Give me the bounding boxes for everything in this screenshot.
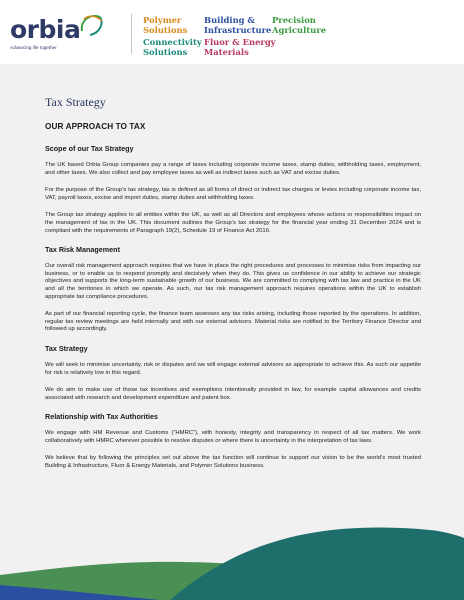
business-line: Materials xyxy=(204,46,249,57)
page-title: Tax Strategy xyxy=(45,95,106,109)
logo-wordmark: orbia xyxy=(10,15,81,44)
business-line: Infrastructure xyxy=(204,24,272,35)
document-text xyxy=(45,122,421,481)
decorative-wave xyxy=(0,490,464,600)
business-line: Building & xyxy=(204,15,255,25)
section-strategy xyxy=(45,344,421,402)
logo-tagline: Advancing life together xyxy=(10,45,57,50)
orbia-logo xyxy=(10,14,110,54)
section-risk xyxy=(45,245,421,334)
section-heading: Tax Strategy xyxy=(45,343,88,353)
business-building-infrastructure xyxy=(204,16,271,35)
business-line: Connectivity xyxy=(143,37,202,47)
main-heading: OUR APPROACH TO TAX xyxy=(45,122,146,131)
paragraph: As part of our financial reporting cycle, the finance team assesses any tax risks arising, including those reported by the operations. In addition, regular tax review meetings are held internally and with our external advisors. Material risks are notified to the Territory Finance Director and followed up accordingly. xyxy=(45,311,421,333)
business-line: Fluor & Energy xyxy=(204,37,276,47)
paragraph: We will seek to minimise uncertainty, risk or disputes and we will engage external advisors as appropriate to achieve this. As such our appetite for risk is relatively low in this regard. xyxy=(45,361,421,376)
business-line: Solutions xyxy=(143,46,188,57)
section-authorities xyxy=(45,412,421,470)
business-precision-agriculture xyxy=(272,16,326,35)
business-polymer-solutions xyxy=(143,16,187,35)
business-fluor-energy-materials xyxy=(204,38,276,57)
paragraph: Our overall risk management approach requires that we have in place the right procedures and processes to minimise risks from impacting our business, or to enable us to respond promptly and decisively when they do. This gives us confidence in our ability to achieve our strategic objectives and supports the long-term sustainable growth of our business. We are committed to complying with tax law and practice in the UK and all the territories in which we operate. As such, our tax risk management approach requires operations within the UK to establish appropriate tax compliance procedures. xyxy=(45,263,421,300)
paragraph: The UK based Orbia Group companies pay a range of taxes including corporate income taxes, stamp duties, withholding taxes, employment, and other taxes. We also collect and pay employee taxes as well as indirect taxes such as VAT and excise duties. xyxy=(45,162,421,176)
section-heading: Scope of our Tax Strategy xyxy=(45,144,134,153)
page-header xyxy=(0,0,464,64)
paragraph: For the purpose of the Group’s tax strategy, tax is defined as all forms of direct or indirect tax charges or levies including corporate income tax, VAT, payroll taxes, excise and import duties, stamp duties and withholding taxes. xyxy=(45,187,421,201)
business-connectivity-solutions xyxy=(143,38,202,57)
paragraph: We do aim to make use of those tax incentives and exemptions intentionally provided in law, for example capital allowances and credits associated with research and development expenditure and patent box. xyxy=(45,387,421,401)
business-line: Agriculture xyxy=(272,24,327,35)
paragraph: We believe that by following the principles set out above the tax function will continue to support our vision to be the world’s most trusted Building & Infrastructure, Fluor & Energy Materials, and Polymer Solutions business. xyxy=(45,455,421,470)
section-scope xyxy=(45,144,421,235)
section-heading: Relationship with Tax Authorities xyxy=(45,412,159,422)
business-line: Polymer xyxy=(143,15,182,25)
logo-globe-icon xyxy=(78,11,106,39)
paragraph: The Group tax strategy applies to all entities within the UK, as well as all Directors and employees whose actions or responsibilities impact on the management of tax in the UK. This document outlines the Group’s tax strategy for the financial year ending 31 December 2024 and is compliant with the requirements of Paragraph 19(2), Schedule 19 of Finance Act 2016. xyxy=(45,212,421,234)
section-heading: Tax Risk Management xyxy=(45,245,120,255)
header-divider xyxy=(131,14,132,54)
paragraph: We engage with HM Revenue and Customs (“HMRC”), with honesty, integrity and transparency in respect of all tax matters. We work collaboratively with HMRC wherever possible to resolve disputes or where there is uncertainty in the interpretation of tax laws. xyxy=(45,430,421,444)
business-line: Precision xyxy=(272,15,316,25)
business-line: Solutions xyxy=(143,24,188,35)
